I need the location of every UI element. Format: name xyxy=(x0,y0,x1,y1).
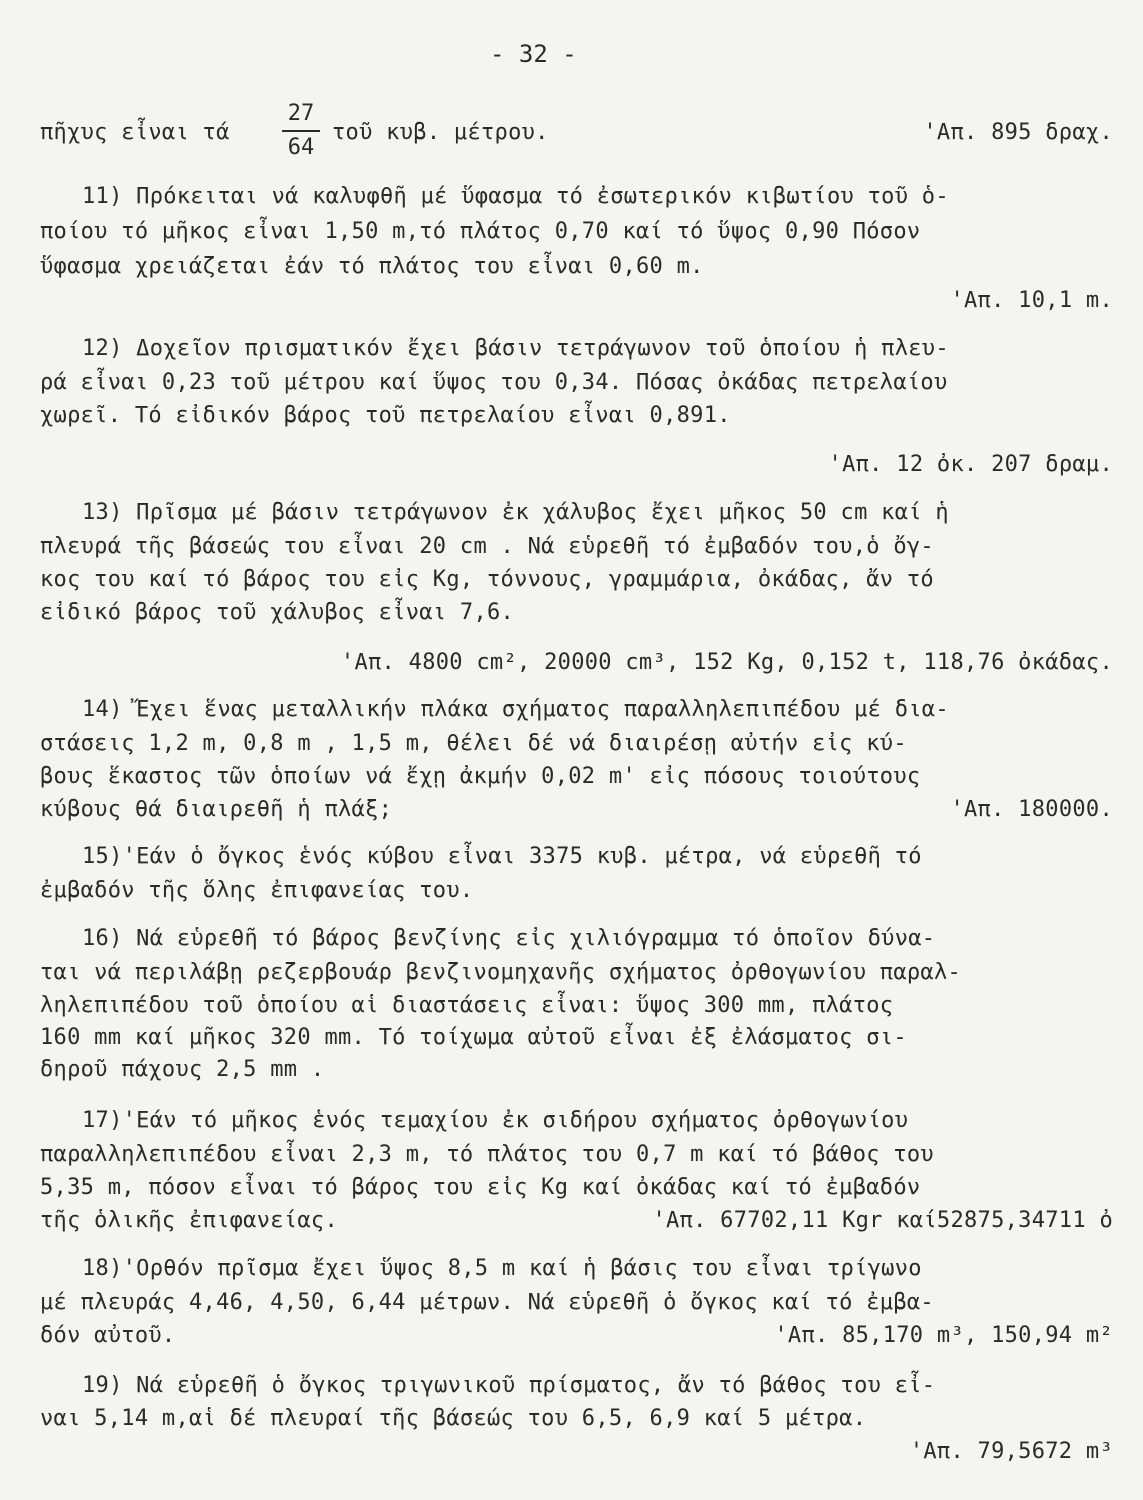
text-line: πλευρά τῆς βάσεώς του εἶναι 20 cm . Νά εὑρεθῆ τό ἐμβαδόν του,ὁ ὄγ- xyxy=(40,534,934,559)
fraction-denominator: 64 xyxy=(287,135,315,160)
text-line: 13) Πρῖσμα μέ βάσιν τετράγωνον ἐκ χάλυβος ἔχει μῆκος 50 cm καί ἡ xyxy=(82,500,949,525)
text-line: 5,35 m, πόσον εἶναι τό βάρος του εἰς Kg καί ὀκάδας καί τό ἐμβαδόν xyxy=(40,1175,921,1200)
text-line: ποίου τό μῆκος εἶναι 1,50 m,τό πλάτος 0,70 καί τό ὕψος 0,90 Πόσον xyxy=(40,219,921,244)
text-line: 16) Νά εὑρεθῆ τό βάρος βενζίνης εἰς χιλιόγραμμα τό ὁποῖον δύνα- xyxy=(82,926,936,951)
answer-line: 'Απ. 4800 cm², 20000 cm³, 152 Kg, 0,152 t, 118,76 ὀκάδας. xyxy=(340,650,1113,675)
text-line: παραλληλεπιπέδου εἶναι 2,3 m, τό πλάτος του 0,7 m καί τό βάθος του xyxy=(40,1142,934,1167)
text-line: 19) Νά εὑρεθῆ ὁ ὄγκος τριγωνικοῦ πρίσματος, ἄν τό βάθος του εἶ- xyxy=(82,1373,936,1398)
text-line: 11) Πρόκειται νά καλυφθῆ μέ ὕφασμα τό ἐσωτερικόν κιβωτίου τοῦ ὁ- xyxy=(82,184,949,209)
answer-line: 'Απ. 85,170 m³, 150,94 m² xyxy=(774,1323,1113,1348)
text-line: 18)'Ορθόν πρῖσμα ἔχει ὕψος 8,5 m καί ἡ βάσις του εἶναι τρίγωνο xyxy=(82,1256,922,1281)
text-line: ναι 5,14 m,αἱ δέ πλευραί τῆς βάσεώς του 6,5, 6,9 καί 5 μέτρα. xyxy=(40,1406,867,1431)
text-line: κύβους θά διαιρεθῆ ἡ πλάξ; xyxy=(40,797,393,822)
text-line: μέ πλευράς 4,46, 4,50, 6,44 μέτρων. Νά εὑρεθῆ ὁ ὄγκος καί τό ἐμβα- xyxy=(40,1290,934,1315)
text-line: 14) Ἔχει ἕνας μεταλλικήν πλάκα σχήματος παραλληλεπιπέδου μέ δια- xyxy=(82,697,949,722)
text-line: ληλεπιπέδου τοῦ ὁποίου αἱ διαστάσεις εἶναι: ὕψος 300 mm, πλάτος xyxy=(40,993,894,1018)
page-number: - 32 - xyxy=(490,40,577,68)
fraction xyxy=(282,100,320,162)
text-line: ρά εἶναι 0,23 τοῦ μέτρου καί ὕψος του 0,34. Πόσας ὀκάδας πετρελαίου xyxy=(40,370,948,395)
answer-line: 'Απ. 895 δραχ. xyxy=(923,120,1113,145)
text-line: τοῦ κυβ. μέτρου. xyxy=(332,120,549,145)
text-line: 160 mm καί μῆκος 320 mm. Τό τοίχωμα αὐτοῦ εἶναι ἐξ ἐλάσματος σι- xyxy=(40,1025,907,1050)
answer-line: 'Απ. 10,1 m. xyxy=(950,288,1113,313)
fraction-bar xyxy=(282,130,320,132)
text-line: βους ἕκαστος τῶν ὁποίων νά ἔχῃ ἀκμήν 0,02 m' εἰς πόσους τοιούτους xyxy=(40,764,921,789)
text-line: κος του καί τό βάρος του εἰς Kg, τόννους, γραμμάρια, ὀκάδας, ἄν τό xyxy=(40,567,934,592)
text-line: δηροῦ πάχους 2,5 mm . xyxy=(40,1057,325,1082)
text-line: στάσεις 1,2 m, 0,8 m , 1,5 m, θέλει δέ νά διαιρέσῃ αὐτήν εἰς κύ- xyxy=(40,731,907,756)
answer-line: 'Απ. 12 ὀκ. 207 δραμ. xyxy=(828,452,1113,477)
text-line: 15)'Εάν ὁ ὄγκος ἑνός κύβου εἶναι 3375 κυβ. μέτρα, νά εὑρεθῆ τό xyxy=(82,844,922,869)
text-line: 12) Δοχεῖον πρισματικόν ἔχει βάσιν τετράγωνον τοῦ ὁποίου ἡ πλευ- xyxy=(82,336,949,361)
fraction-numerator: 27 xyxy=(287,101,315,126)
answer-line: 'Απ. 79,5672 m³ xyxy=(909,1439,1113,1464)
answer-line: 'Απ. 67702,11 Kgr καί52875,34711 ὀ xyxy=(652,1208,1113,1233)
text-line: ὕφασμα χρειάζεται ἐάν τό πλάτος του εἶναι 0,60 m. xyxy=(40,254,704,279)
text-line: χωρεῖ. Τό εἰδικόν βάρος τοῦ πετρελαίου εἶναι 0,891. xyxy=(40,403,731,428)
text-line: δόν αὐτοῦ. xyxy=(40,1323,176,1348)
text-line: πῆχυς εἶναι τά xyxy=(40,120,230,145)
text-line: εἰδικό βάρος τοῦ χάλυβος εἶναι 7,6. xyxy=(40,600,515,625)
text-line: τῆς ὁλικῆς ἐπιφανείας. xyxy=(40,1208,338,1233)
answer-line: 'Απ. 180000. xyxy=(950,797,1113,822)
text-line: 17)'Εάν τό μῆκος ἑνός τεμαχίου ἐκ σιδήρου σχήματος ὀρθογωνίου xyxy=(82,1108,909,1133)
text-line: ἐμβαδόν τῆς ὅλης ἐπιφανείας του. xyxy=(40,878,474,903)
text-line: ται νά περιλάβῃ ρεζερβουάρ βενζινομηχανῆς σχήματος ὀρθογωνίου παραλ- xyxy=(40,960,962,985)
